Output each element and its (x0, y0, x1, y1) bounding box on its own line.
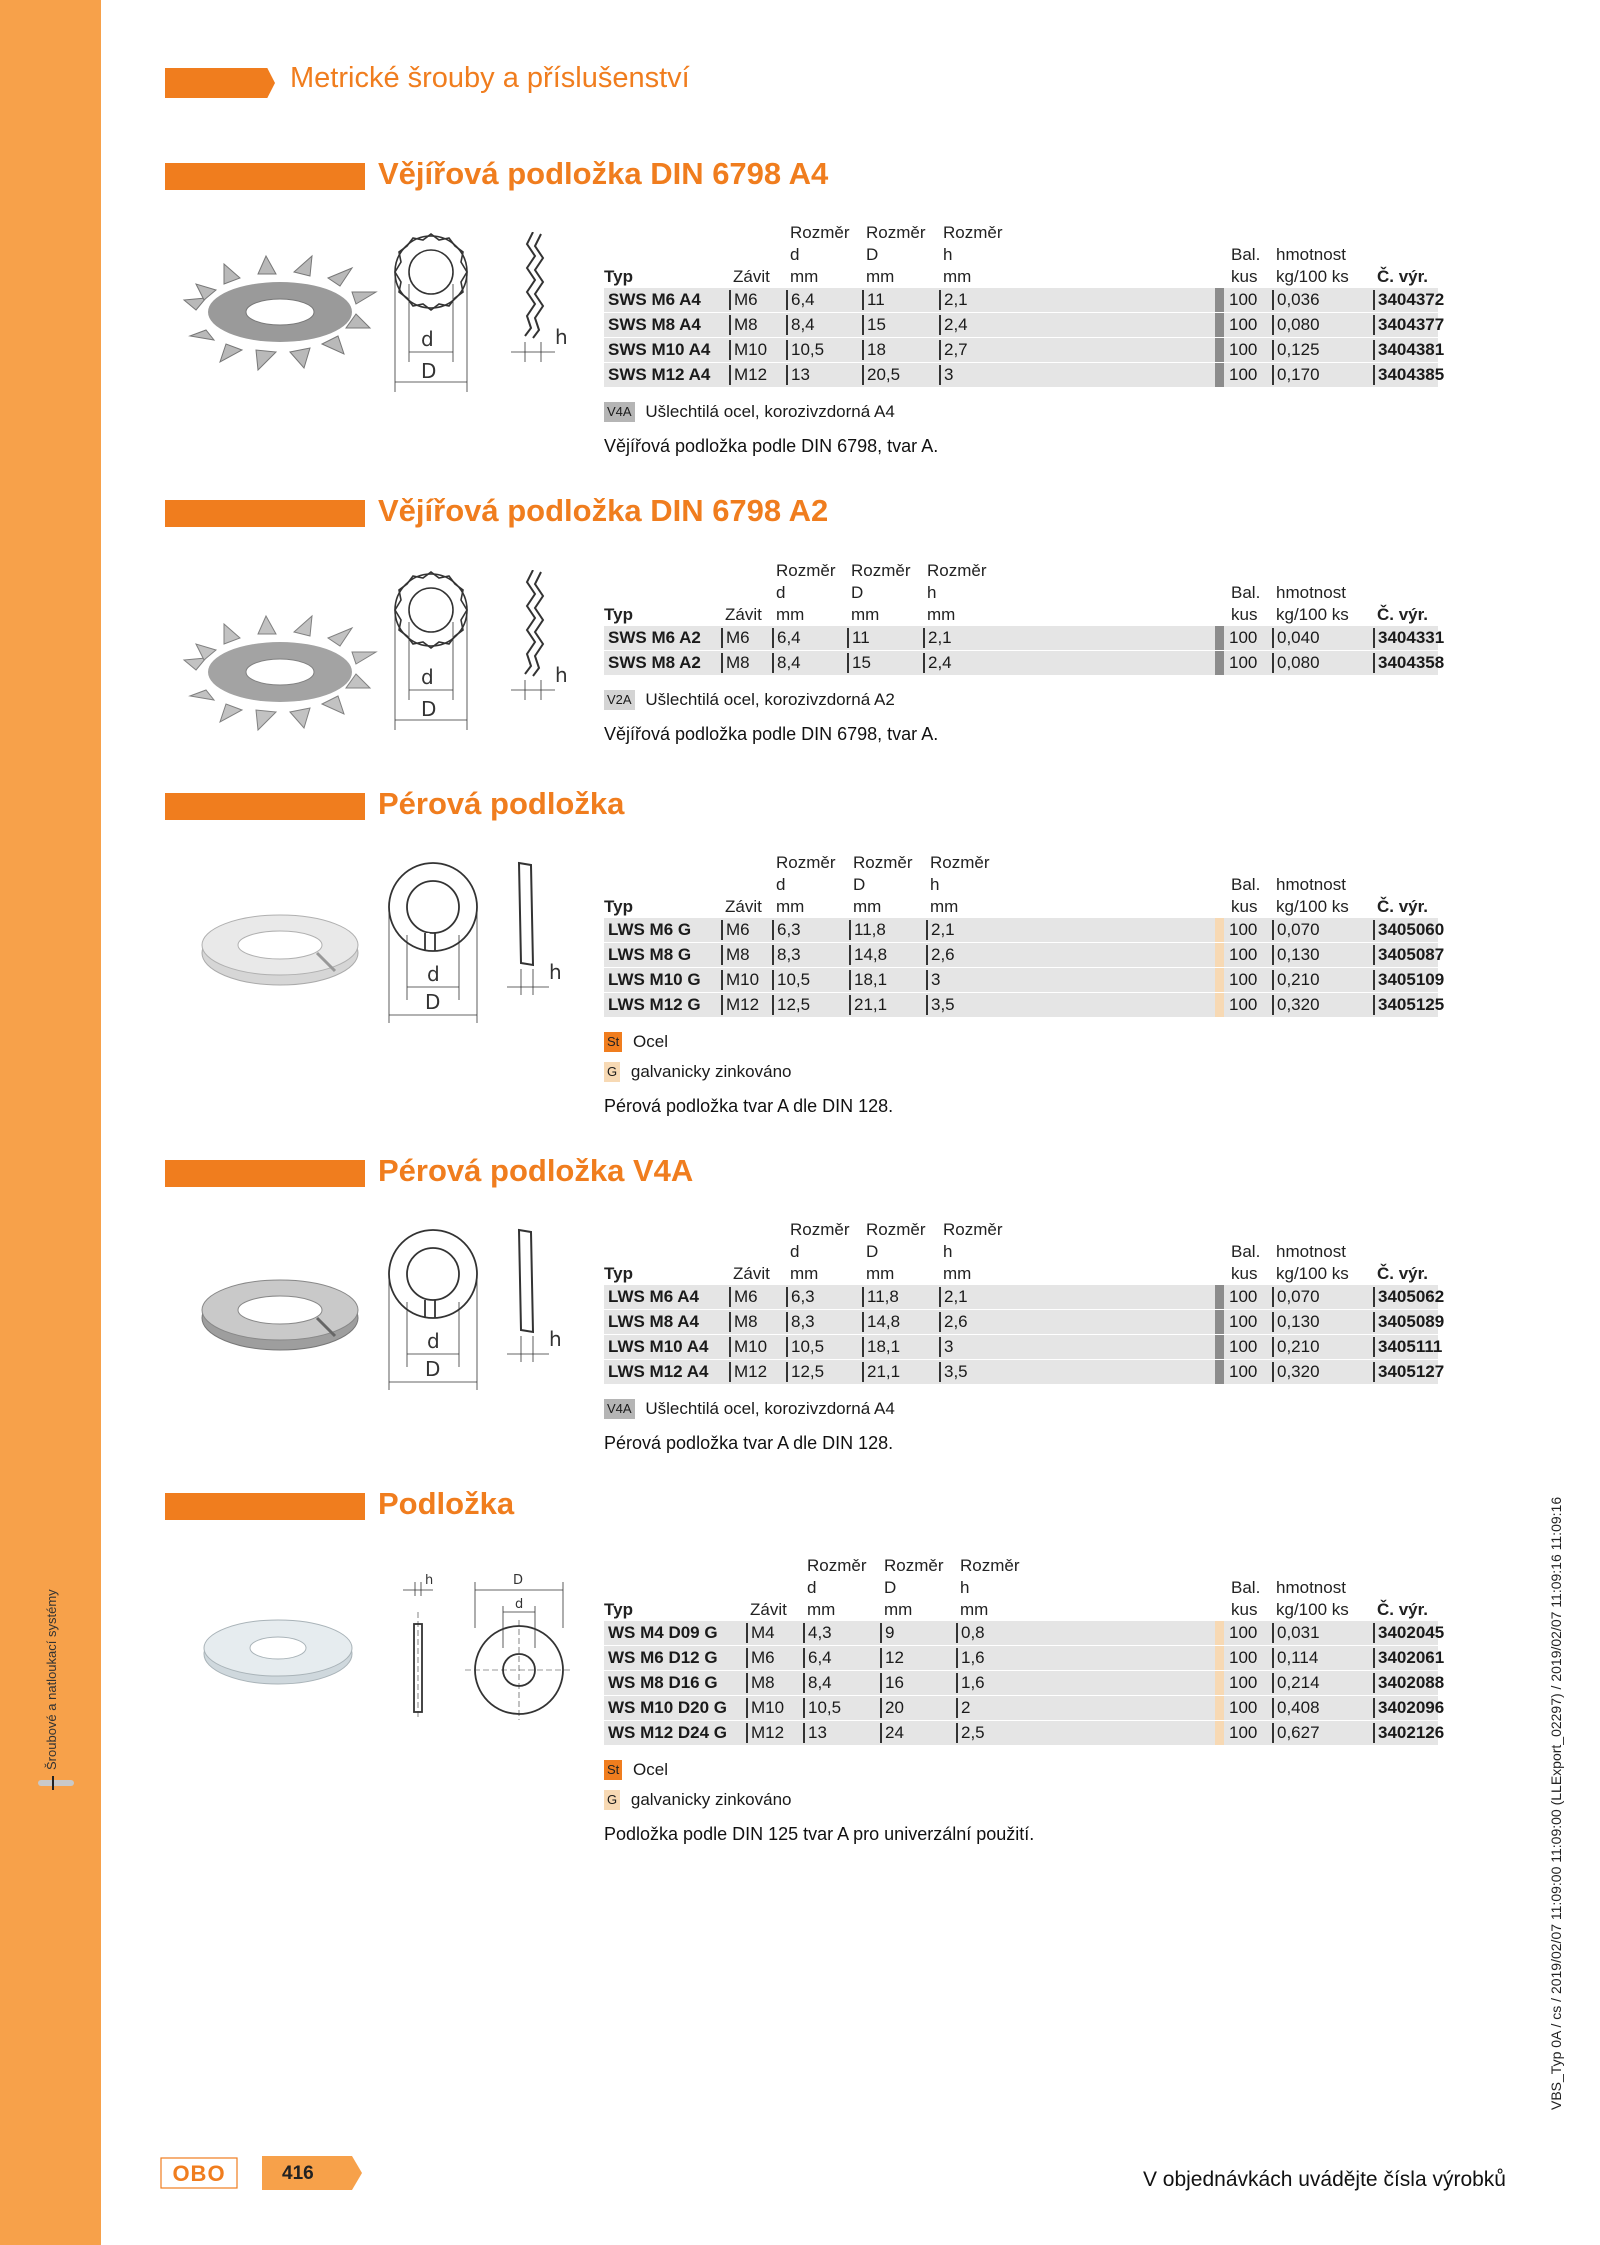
pack-marker (1215, 338, 1224, 362)
screw-icon (38, 1780, 74, 1786)
section-bar (165, 793, 365, 820)
table-row: SWS M12 A4 M12 13 20,5 3 100 0,170 3404385 (604, 363, 1438, 388)
material-badge: G (604, 1062, 620, 1082)
material-label: Ušlechtilá ocel, korozivzdorná A2 (645, 689, 895, 709)
section-bar (165, 500, 365, 527)
material-line (604, 1788, 1438, 1810)
table-row: SWS M8 A4 M8 8,4 15 2,4 100 0,080 3404377 (604, 313, 1438, 338)
table-row: LWS M6 G M6 6,3 11,8 2,1 100 0,070 3405060 (604, 918, 1438, 943)
pack-marker (1215, 1310, 1224, 1334)
material-line (604, 400, 1438, 422)
table-row: WS M10 D20 G M10 10,5 20 2 100 0,408 3402096 (604, 1696, 1438, 1721)
material-label: Ocel (633, 1759, 668, 1779)
header-tab (165, 68, 275, 98)
table-header: Typ Závit Rozměr d mm Rozměr D mm Rozměr h mm Bal. kus hmotnost kg/100 ks Č. výr. (604, 1220, 1429, 1283)
material-line (604, 1030, 1438, 1052)
table-row: SWS M8 A2 M8 8,4 15 2,4 100 0,080 3404358 (604, 651, 1438, 676)
spring-washer-drawing (385, 1222, 585, 1397)
pack-marker (1215, 363, 1224, 387)
drawing-label-h: h (549, 960, 562, 984)
table-row: LWS M10 A4 M10 10,5 18,1 3 100 0,210 3405111 (604, 1335, 1438, 1360)
page-number: 416 (282, 2163, 314, 2184)
drawing-label-D: D (421, 359, 437, 383)
pack-marker (1215, 1671, 1224, 1695)
table-row: WS M6 D12 G M6 6,4 12 1,6 100 0,114 3402061 (604, 1646, 1438, 1671)
drawing-label-h: h (555, 325, 568, 349)
logo-text: OBO (172, 2161, 226, 2186)
section-description: Vějířová podložka podle DIN 6798, tvar A. (604, 436, 939, 456)
pack-marker (1215, 968, 1224, 992)
section-description: Vějířová podložka podle DIN 6798, tvar A. (604, 724, 939, 744)
drawing-label-d: d (421, 665, 434, 689)
spring-washer-photo (185, 1260, 375, 1370)
product-table (604, 852, 1445, 1117)
toothed-washer-photo (180, 240, 380, 380)
pack-marker (1215, 313, 1224, 337)
table-row: SWS M6 A2 M6 6,4 11 2,1 100 0,040 3404331 (604, 626, 1438, 651)
section-bar (165, 163, 365, 190)
material-badge: V2A (604, 690, 635, 710)
section-description: Podložka podle DIN 125 tvar A pro univerzální použití. (604, 1824, 1035, 1844)
flat-washer-drawing (385, 1568, 585, 1723)
toothed-washer-photo (180, 600, 380, 740)
table-row: LWS M8 A4 M8 8,3 14,8 2,6 100 0,130 3405089 (604, 1310, 1438, 1335)
drawing-label-d: d (421, 327, 434, 351)
material-line (604, 688, 1438, 710)
product-table (604, 1555, 1445, 1845)
pack-marker (1215, 1721, 1224, 1745)
section-title: Podložka (378, 1486, 515, 1521)
drawing-label-D: D (425, 1357, 441, 1381)
table-row: SWS M10 A4 M10 10,5 18 2,7 100 0,125 3404381 (604, 338, 1438, 363)
page-title: Metrické šrouby a příslušenství (290, 62, 690, 94)
table-row: WS M8 D16 G M8 8,4 16 1,6 100 0,214 3402088 (604, 1671, 1438, 1696)
material-label: galvanicky zinkováno (630, 1061, 792, 1081)
material-line (604, 1758, 1438, 1780)
material-badge: St (604, 1760, 622, 1780)
material-badge: V4A (604, 1399, 635, 1419)
material-label: Ušlechtilá ocel, korozivzdorná A4 (645, 401, 895, 421)
table-row: WS M4 D09 G M4 4,3 9 0,8 100 0,031 3402045 (604, 1621, 1438, 1646)
section-title: Vějířová podložka DIN 6798 A2 (378, 493, 829, 528)
table-row: WS M12 D24 G M12 13 24 2,5 100 0,627 3402126 (604, 1721, 1438, 1746)
section-title: Pérová podložka (378, 786, 625, 821)
spring-washer-drawing (385, 855, 585, 1030)
table-header: Typ Závit Rozměr d mm Rozměr D mm Rozměr h mm Bal. kus hmotnost kg/100 ks Č. výr. (604, 1556, 1429, 1619)
pack-marker (1215, 943, 1224, 967)
obo-logo (160, 2157, 238, 2189)
pack-marker (1215, 651, 1224, 675)
drawing-label-D: D (513, 1573, 524, 1588)
pack-marker (1215, 626, 1224, 650)
table-row: LWS M6 A4 M6 6,3 11,8 2,1 100 0,070 3405062 (604, 1285, 1438, 1310)
pack-marker (1215, 288, 1224, 312)
product-table (604, 1219, 1445, 1454)
drawing-label-D: D (425, 990, 441, 1014)
material-badge: St (604, 1032, 622, 1052)
material-line (604, 1060, 1438, 1082)
spring-washer-photo (185, 895, 375, 1005)
pack-marker (1215, 1335, 1224, 1359)
section-description: Pérová podložka tvar A dle DIN 128. (604, 1433, 894, 1453)
table-header: Typ Závit Rozměr d mm Rozměr D mm Rozměr h mm Bal. kus hmotnost kg/100 ks Č. výr. (604, 561, 1429, 624)
pack-marker (1215, 1646, 1224, 1670)
toothed-washer-drawing (385, 232, 585, 407)
table-header: Typ Závit Rozměr d mm Rozměr D mm Rozměr h mm Bal. kus hmotnost kg/100 ks Č. výr. (604, 223, 1429, 286)
drawing-label-h: h (549, 1327, 562, 1351)
pack-marker (1215, 1696, 1224, 1720)
material-label: Ušlechtilá ocel, korozivzdorná A4 (645, 1398, 895, 1418)
material-label: galvanicky zinkováno (630, 1789, 792, 1809)
drawing-label-d: d (427, 962, 440, 986)
section-bar (165, 1160, 365, 1187)
sidebar-text: Šroubové a natloukací systémy (44, 1589, 59, 1770)
table-row: LWS M8 G M8 8,3 14,8 2,6 100 0,130 3405087 (604, 943, 1438, 968)
section-bar (165, 1493, 365, 1520)
section-title: Vějířová podložka DIN 6798 A4 (378, 156, 829, 191)
drawing-label-d: d (515, 1597, 524, 1612)
print-metadata: VBS_Typ 0A / cs / 2019/02/07 11:09:00 11:09:00 (LLExport_02297) / 2019/02/07 11:09:16 11:09:16 (1548, 1496, 1564, 2110)
material-label: Ocel (633, 1031, 668, 1051)
pack-marker (1215, 1621, 1224, 1645)
footer-note: V objednávkách uvádějte čísla výrobků (1142, 2168, 1506, 2191)
sidebar-band (0, 0, 101, 2245)
drawing-label-h: h (555, 663, 568, 687)
pack-marker (1215, 1285, 1224, 1309)
table-row: LWS M12 G M12 12,5 21,1 3,5 100 0,320 3405125 (604, 993, 1438, 1018)
drawing-label-h: h (425, 1573, 434, 1588)
table-header: Typ Závit Rozměr d mm Rozměr D mm Rozměr h mm Bal. kus hmotnost kg/100 ks Č. výr. (604, 853, 1429, 916)
drawing-label-d: d (427, 1329, 440, 1353)
table-row: LWS M10 G M10 10,5 18,1 3 100 0,210 3405109 (604, 968, 1438, 993)
section-title: Pérová podložka V4A (378, 1153, 694, 1188)
table-row: SWS M6 A4 M6 6,4 11 2,1 100 0,036 3404372 (604, 288, 1438, 313)
material-line (604, 1397, 1438, 1419)
flat-washer-photo (188, 1600, 368, 1700)
toothed-washer-drawing (385, 570, 585, 745)
section-description: Pérová podložka tvar A dle DIN 128. (604, 1096, 894, 1116)
product-table (604, 560, 1445, 745)
pack-marker (1215, 1360, 1224, 1384)
product-table (604, 222, 1445, 457)
table-row: LWS M12 A4 M12 12,5 21,1 3,5 100 0,320 3405127 (604, 1360, 1438, 1385)
material-badge: V4A (604, 402, 635, 422)
pack-marker (1215, 993, 1224, 1017)
pack-marker (1215, 918, 1224, 942)
drawing-label-D: D (421, 697, 437, 721)
material-badge: G (604, 1790, 620, 1810)
